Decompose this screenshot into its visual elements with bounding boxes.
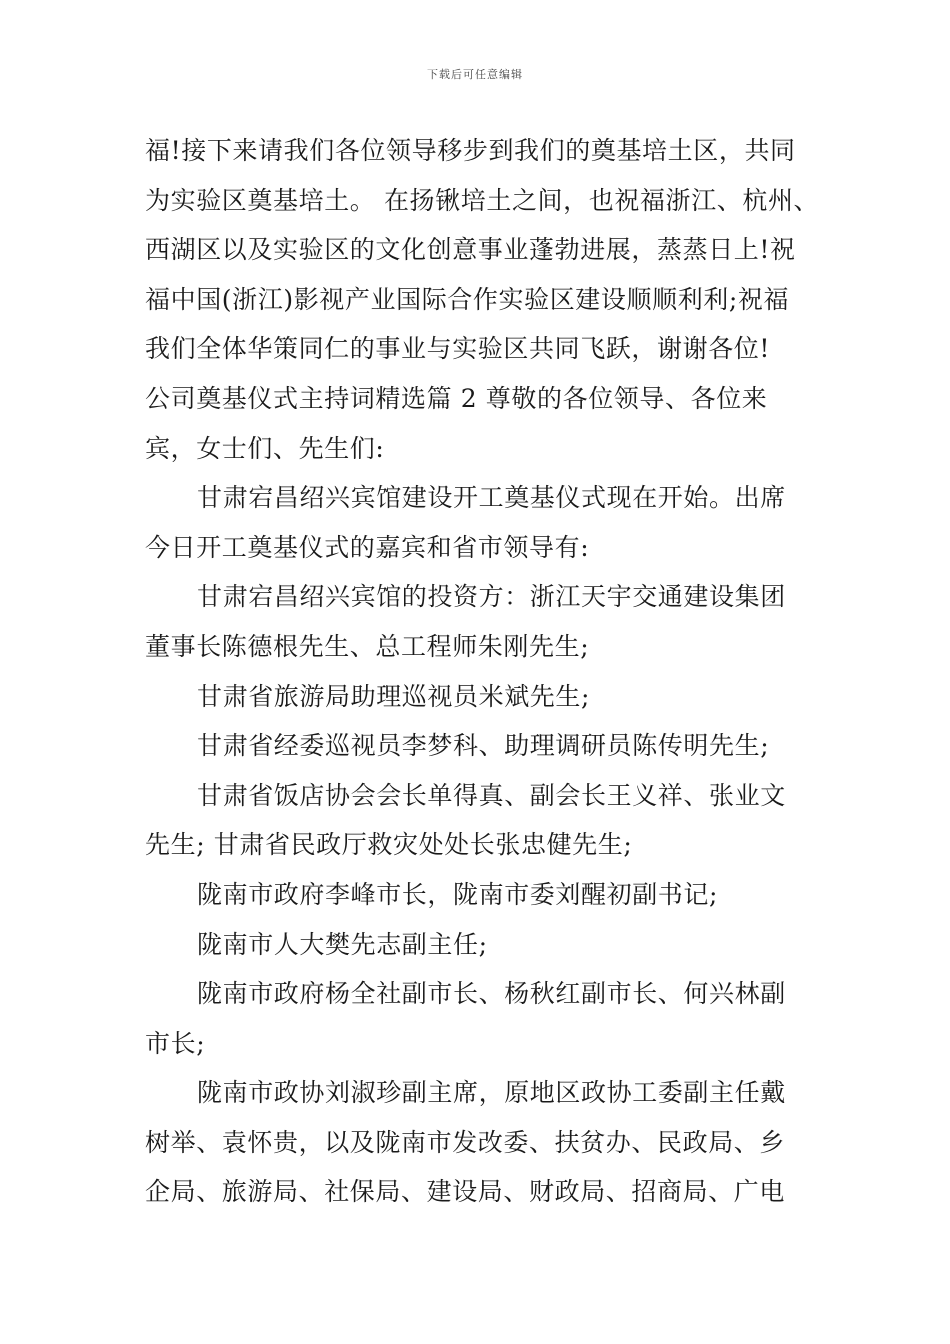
text-line: 宾，女士们、先生们: — [145, 433, 385, 463]
paragraph-start-line: 甘肃省饭店协会会长单得真、副会长王义祥、张业文 — [197, 780, 786, 810]
paragraph-start-line: 甘肃宕昌绍兴宾馆的投资方：浙江天宇交通建设集团 — [197, 582, 786, 612]
text-line: 先生; 甘肃省民政厅救灾处处长张忠健先生; — [145, 830, 633, 860]
section-heading-line: 公司奠基仪式主持词精选篇 2 尊敬的各位领导、各位来 — [145, 383, 768, 413]
paragraph-start-line: 陇南市政协刘淑珍副主席，原地区政协工委副主任戴 — [197, 1078, 786, 1108]
document-body — [145, 126, 820, 1217]
text-line: 今日开工奠基仪式的嘉宾和省市领导有: — [145, 532, 590, 562]
text-line: 我们全体华策同仁的事业与实验区共同飞跃，谢谢各位! — [145, 334, 771, 364]
paragraph-start-line: 甘肃省经委巡视员李梦科、助理调研员陈传明先生; — [197, 731, 770, 761]
page-header: 下载后可任意编辑 — [427, 68, 523, 81]
paragraph-start-line: 甘肃省旅游局助理巡视员米斌先生; — [197, 681, 591, 711]
paragraph-start-line: 陇南市政府杨全社副市长、杨秋红副市长、何兴林副 — [197, 979, 786, 1009]
paragraph-start-line: 陇南市人大樊先志副主任; — [197, 929, 488, 959]
paragraph-start-line: 甘肃宕昌绍兴宾馆建设开工奠基仪式现在开始。出席 — [197, 483, 786, 513]
text-line: 董事长陈德根先生、总工程师朱刚先生; — [145, 631, 590, 661]
text-line: 为实验区奠基培土。 在扬锹培土之间，也祝福浙江、杭州、 — [145, 185, 820, 215]
text-line: 企局、旅游局、社保局、建设局、财政局、招商局、广电 — [145, 1177, 786, 1207]
text-line: 福中国(浙江)影视产业国际合作实验区建设顺顺利利;祝福 — [145, 284, 790, 314]
text-line: 福!接下来请我们各位领导移步到我们的奠基培土区，共同 — [145, 136, 796, 165]
text-line: 西湖区以及实验区的文化创意事业蓬勃进展，蒸蒸日上!祝 — [145, 235, 796, 265]
text-line: 市长; — [145, 1028, 206, 1058]
paragraph-start-line: 陇南市政府李峰市长，陇南市委刘醒初副书记; — [197, 879, 719, 909]
text-line: 树举、袁怀贵，以及陇南市发改委、扶贫办、民政局、乡 — [145, 1127, 786, 1157]
